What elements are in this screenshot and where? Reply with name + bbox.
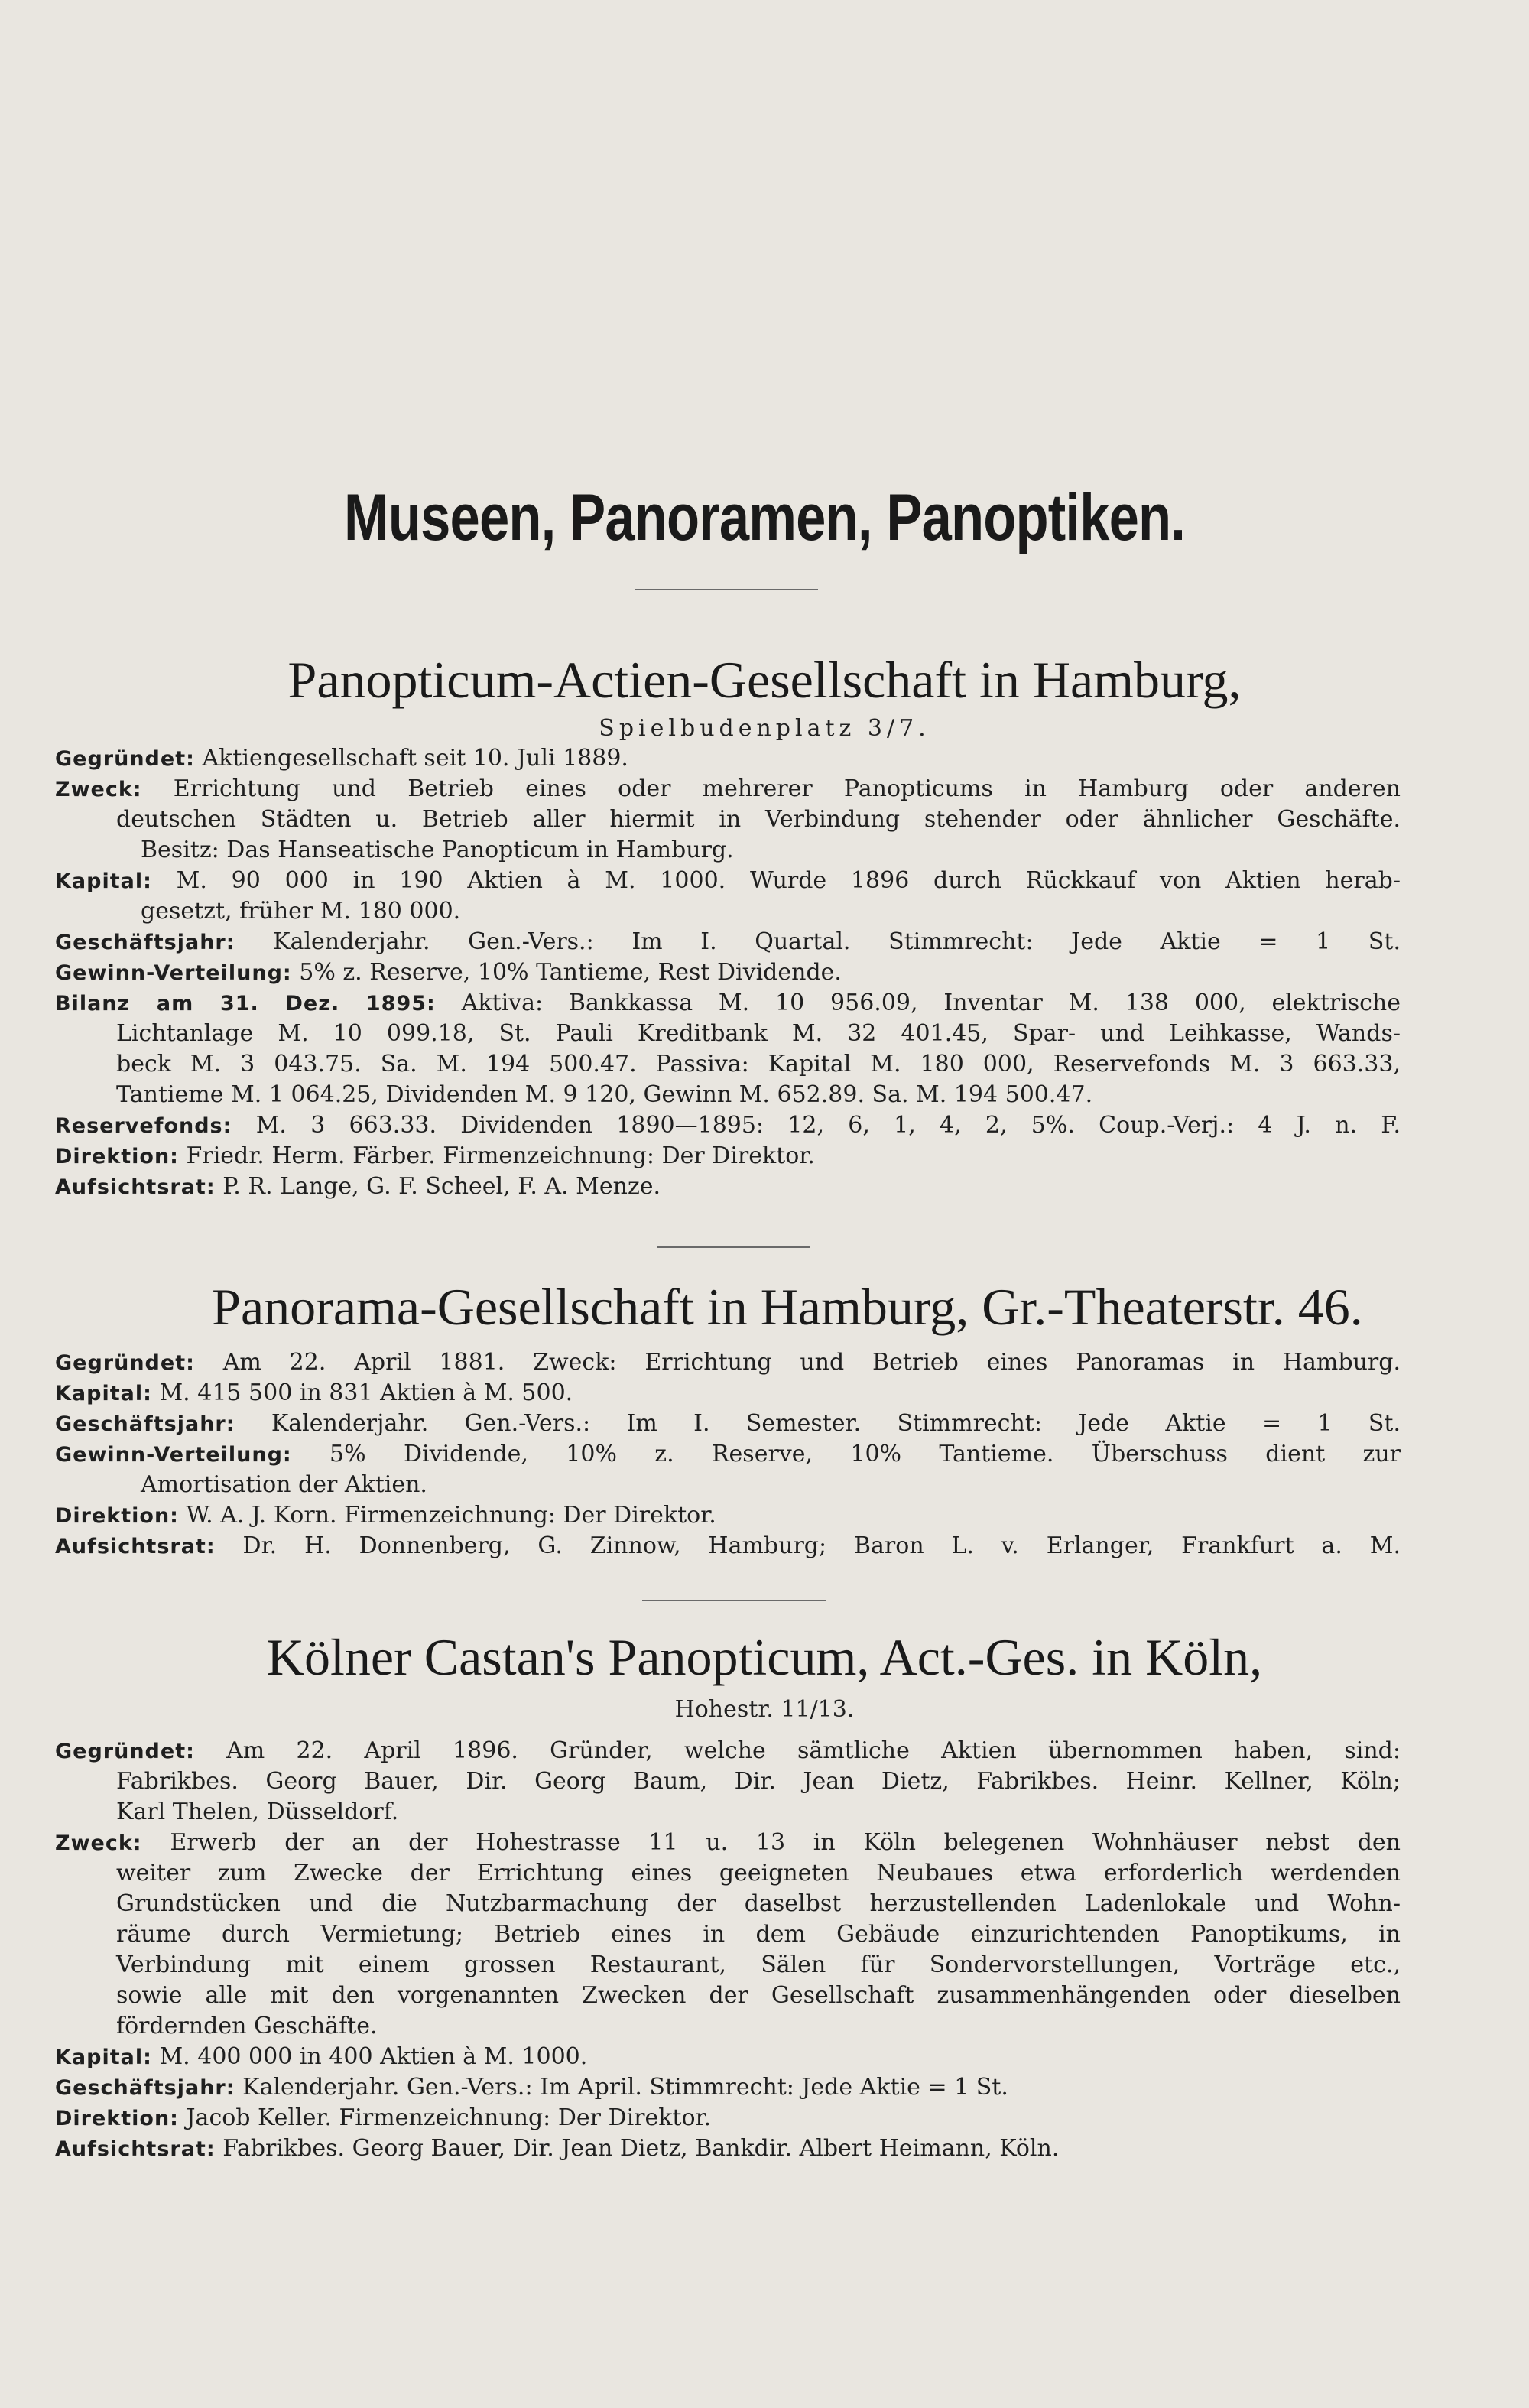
section-entry (55, 1736, 1401, 2164)
entry-line: Zweck: Errichtung und Betrieb eines oder mehrerer Panopticums in Hamburg oder anderen (55, 775, 1401, 802)
entry-line: Aufsichtsrat: P. R. Lange, G. F. Scheel, F. A. Menze. (55, 1173, 661, 1200)
entry-line: Zweck: Erwerb der an der Hohestrasse 11 u. 13 in Köln belegenen Wohnhäuser nebst den (55, 1829, 1401, 1856)
entry-line: beck M. 3 043.75. Sa. M. 194 500.47. Passiva: Kapital M. 180 000, Reservefonds M. 3 663.33, (116, 1051, 1401, 1077)
section-title: Panorama-Gesellschaft in Hamburg, Gr.-Theaterstr. 46. (212, 1278, 1363, 1336)
section-entry (55, 743, 1401, 1202)
entry-line: deutschen Städten u. Betrieb aller hiermit in Verbindung stehender oder ähnlicher Geschäfte. (116, 806, 1401, 833)
entry-line: fördernden Geschäfte. (116, 2013, 378, 2039)
entry-line: Lichtanlage M. 10 099.18, St. Pauli Kreditbank M. 32 401.45, Spar- und Leihkasse, Wands- (116, 1020, 1401, 1047)
entry-line: Bilanz am 31. Dez. 1895: Aktiva: Bankkassa M. 10 956.09, Inventar M. 138 000, elektrische (55, 990, 1401, 1016)
entry-line: Amortisation der Aktien. (141, 1471, 427, 1498)
divider (642, 1600, 826, 1601)
entry-line: Fabrikbes. Georg Bauer, Dir. Georg Baum, Dir. Jean Dietz, Fabrikbes. Heinr. Kellner, Köln; (116, 1768, 1401, 1795)
entry-line: gesetzt, früher M. 180 000. (141, 898, 461, 925)
entry-line: Verbindung mit einem grossen Restaurant, Sälen für Sondervorstellungen, Vorträge etc., (116, 1951, 1401, 1978)
entry-line: Karl Thelen, Düsseldorf. (116, 1799, 399, 1825)
entry-line: Kapital: M. 415 500 in 831 Aktien à M. 500. (55, 1379, 573, 1406)
section-title: Panopticum-Actien-Gesellschaft in Hamburg, (287, 651, 1242, 709)
entry-line: Kapital: M. 90 000 in 190 Aktien à M. 1000. Wurde 1896 durch Rückkauf von Aktien herab- (55, 867, 1401, 894)
chapter-title: Museen, Panoramen, Panoptiken. (343, 481, 1186, 554)
entry-line: Besitz: Das Hanseatische Panopticum in Hamburg. (141, 837, 734, 863)
section-address: Hohestr. 11/13. (674, 1696, 855, 1723)
section-entry (55, 1347, 1401, 1561)
entry-line: Gewinn-Verteilung: 5% Dividende, 10% z. Reserve, 10% Tantieme. Überschuss dient zur (55, 1441, 1401, 1467)
entry-line: Geschäftsjahr: Kalenderjahr. Gen.-Vers.: Im I. Quartal. Stimmrecht: Jede Aktie = 1 St. (55, 928, 1401, 955)
entry-line: Grundstücken und die Nutzbarmachung der daselbst herzustellenden Ladenlokale und Wohn- (116, 1890, 1401, 1917)
entry-line: sowie alle mit den vorgenannten Zwecken der Gesellschaft zusammenhängenden oder dieselben (116, 1982, 1401, 2009)
entry-line: Gewinn-Verteilung: 5% z. Reserve, 10% Tantieme, Rest Dividende. (55, 959, 842, 986)
entry-line: weiter zum Zwecke der Errichtung eines geeigneten Neubaues etwa erforderlich werdenden (116, 1860, 1401, 1886)
divider (635, 589, 818, 590)
section-address: Spielbudenplatz 3/7. (599, 715, 930, 742)
entry-line: Aufsichtsrat: Dr. H. Donnenberg, G. Zinnow, Hamburg; Baron L. v. Erlanger, Frankfurt a. M. (55, 1532, 1401, 1559)
entry-line: Direktion: Jacob Keller. Firmenzeichnung: Der Direktor. (55, 2104, 712, 2131)
entry-line: Gegründet: Aktiengesellschaft seit 10. Juli 1889. (55, 745, 628, 772)
entry-line: Kapital: M. 400 000 in 400 Aktien à M. 1000. (55, 2043, 588, 2070)
entry-line: Aufsichtsrat: Fabrikbes. Georg Bauer, Dir. Jean Dietz, Bankdir. Albert Heimann, Köln. (55, 2135, 1060, 2162)
entry-line: Gegründet: Am 22. April 1881. Zweck: Errichtung und Betrieb eines Panoramas in Hamburg. (55, 1349, 1401, 1376)
entry-line: Geschäftsjahr: Kalenderjahr. Gen.-Vers.: Im I. Semester. Stimmrecht: Jede Aktie = 1 St. (55, 1410, 1401, 1437)
entry-line: Geschäftsjahr: Kalenderjahr. Gen.-Vers.: Im April. Stimmrecht: Jede Aktie = 1 St. (55, 2074, 1008, 2101)
entry-line: Reservefonds: M. 3 663.33. Dividenden 1890—1895: 12, 6, 1, 4, 2, 5%. Coup.-Verj.: 4 J. n. F. (55, 1112, 1401, 1139)
entry-line: Tantieme M. 1 064.25, Dividenden M. 9 120, Gewinn M. 652.89. Sa. M. 194 500.47. (116, 1081, 1093, 1108)
entry-line: räume durch Vermietung; Betrieb eines in dem Gebäude einzurichtenden Panoptikums, in (116, 1921, 1401, 1948)
section-title: Kölner Castan's Panopticum, Act.-Ges. in Köln, (266, 1628, 1263, 1686)
divider (657, 1246, 810, 1248)
entry-line: Direktion: W. A. J. Korn. Firmenzeichnung: Der Direktor. (55, 1502, 716, 1529)
entry-line: Direktion: Friedr. Herm. Färber. Firmenzeichnung: Der Direktor. (55, 1142, 815, 1169)
entry-line: Gegründet: Am 22. April 1896. Gründer, welche sämtliche Aktien übernommen haben, sind: (55, 1737, 1401, 1764)
